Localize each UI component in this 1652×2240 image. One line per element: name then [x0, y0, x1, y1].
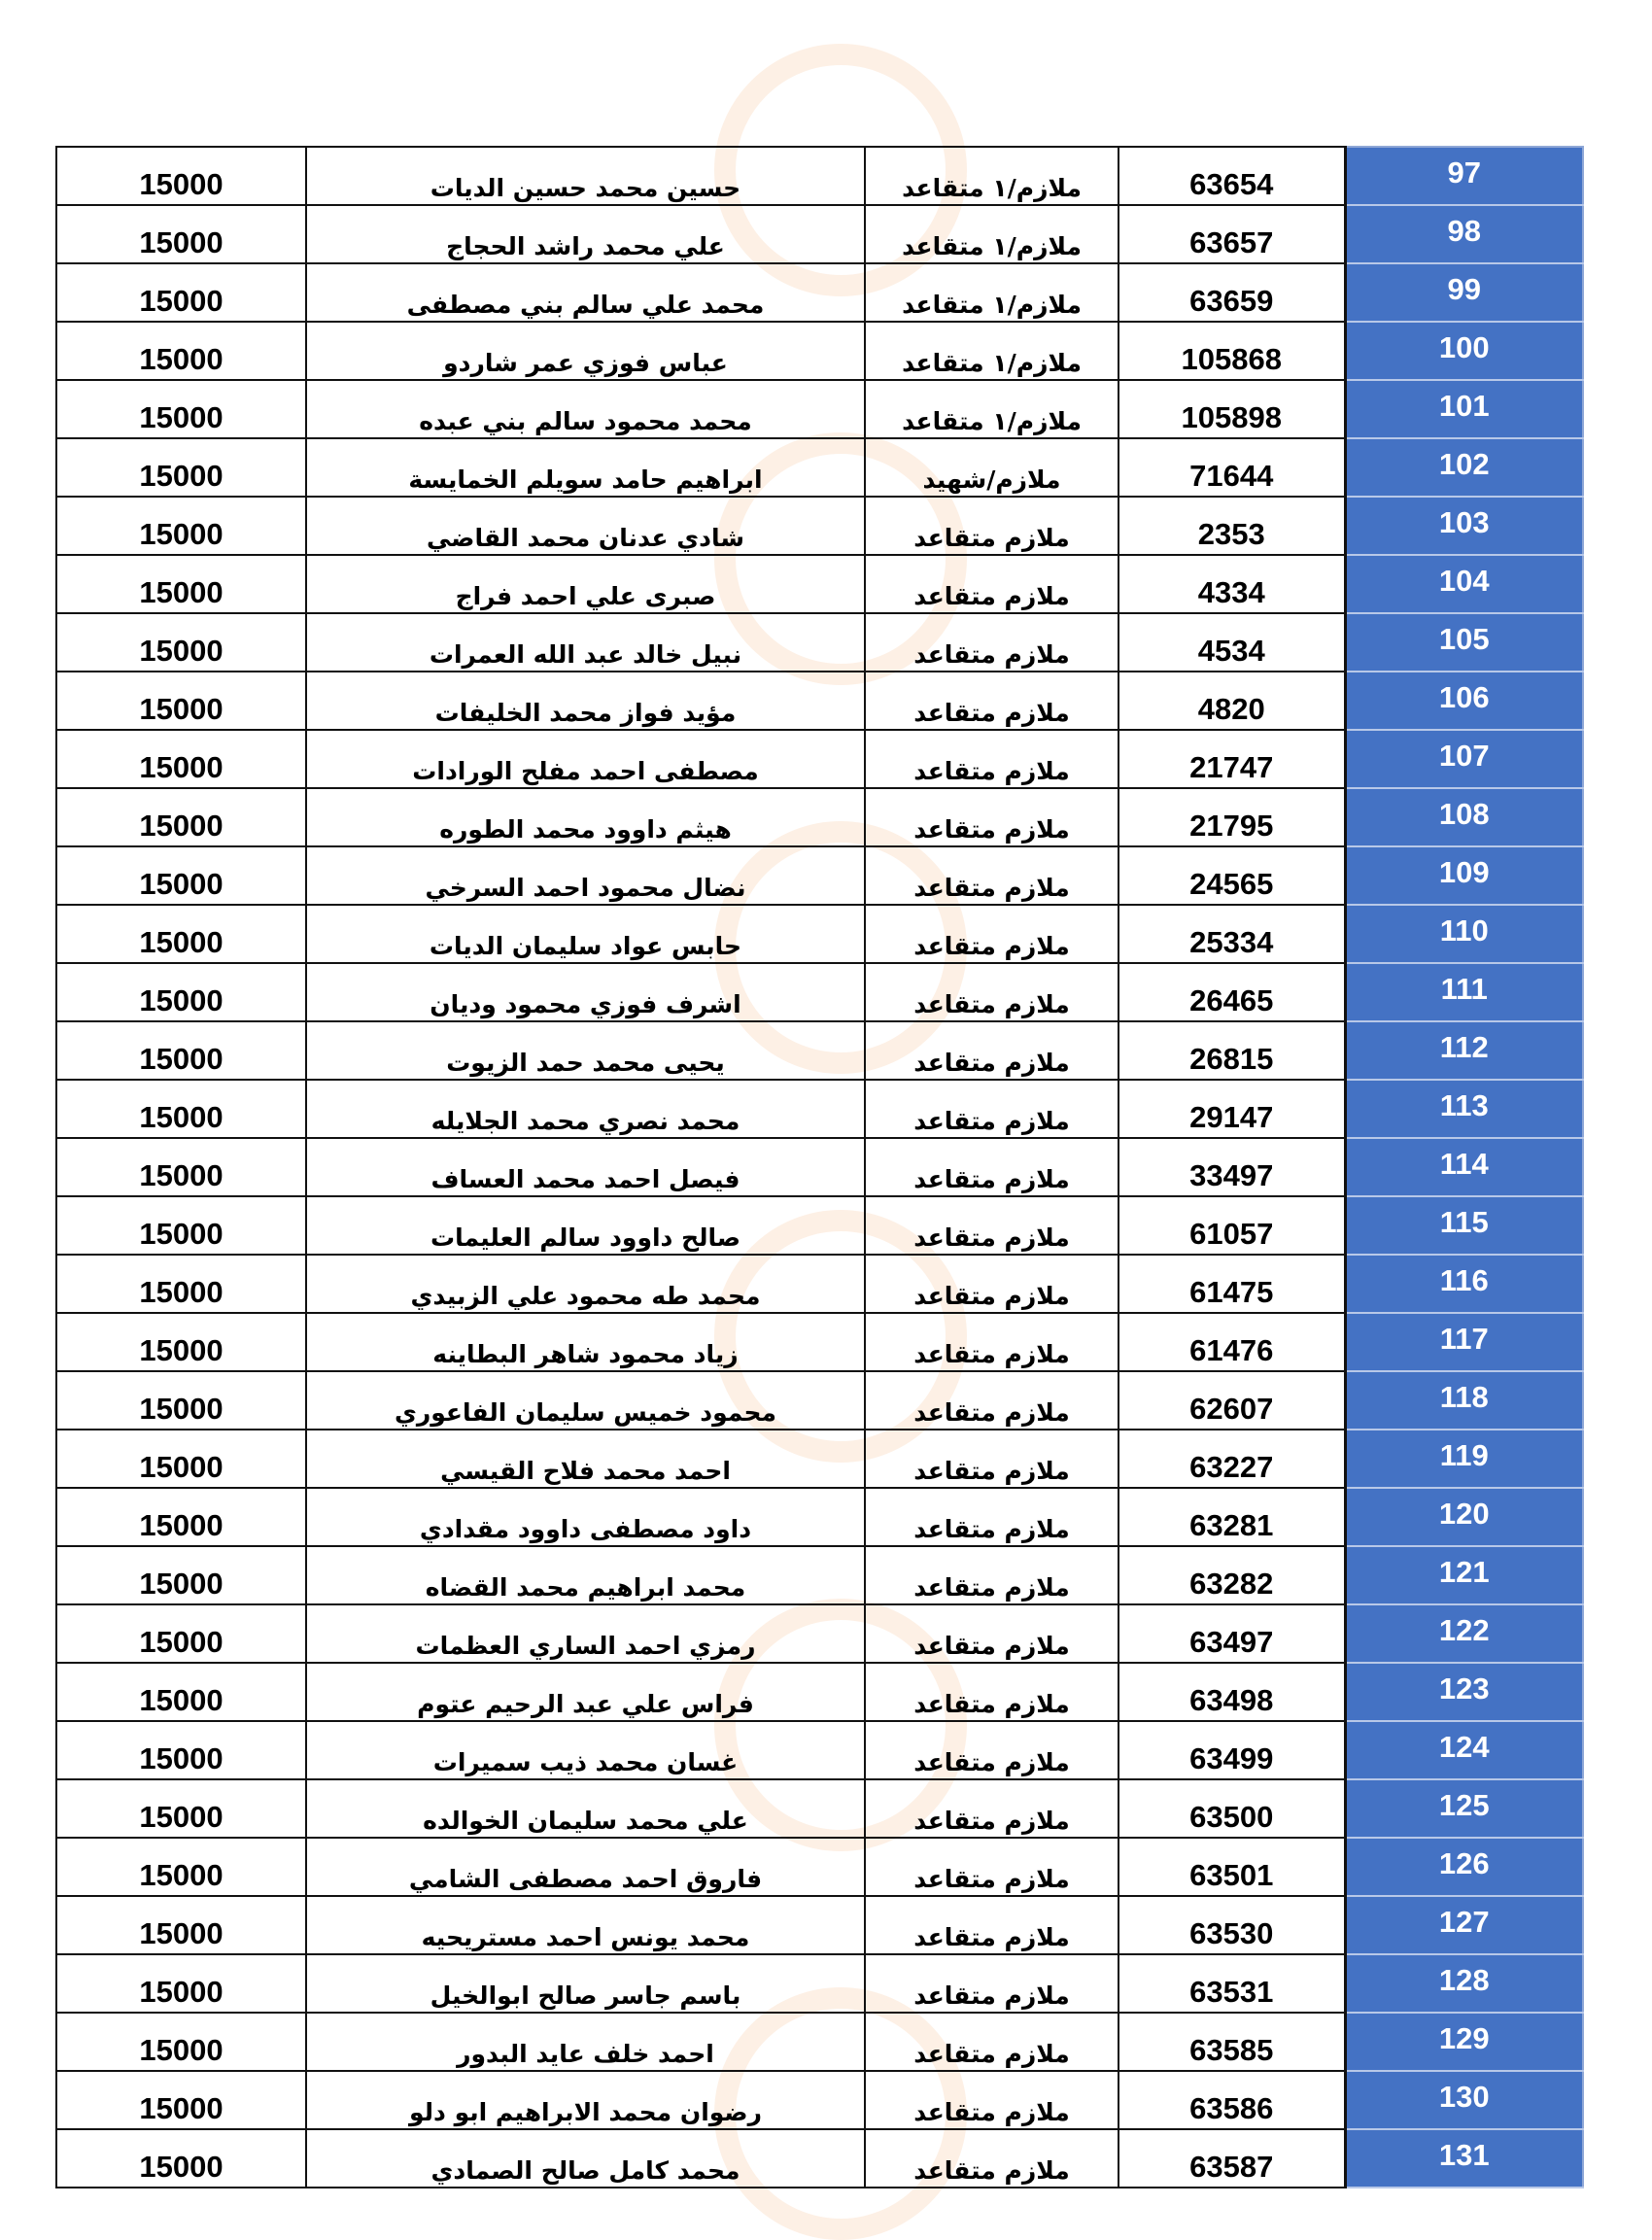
index-cell: 103 [1345, 497, 1583, 555]
rank-cell: ملازم متقاعد [865, 672, 1119, 730]
amount-cell: 15000 [56, 1721, 306, 1779]
name-cell: ابراهيم حامد سويلم الخمايسة [306, 438, 865, 497]
amount-cell: 15000 [56, 2013, 306, 2071]
military-number-cell: 63282 [1119, 1546, 1345, 1604]
rank-cell: ملازم/١ متقاعد [865, 205, 1119, 263]
index-cell: 99 [1345, 263, 1583, 322]
rank-cell: ملازم متقاعد [865, 730, 1119, 788]
index-cell: 124 [1345, 1721, 1583, 1779]
military-number-cell: 63500 [1119, 1779, 1345, 1838]
name-cell: حسين محمد حسين الديات [306, 147, 865, 205]
table-row [56, 1021, 1583, 1080]
rank-cell: ملازم/١ متقاعد [865, 322, 1119, 380]
index-cell: 109 [1345, 846, 1583, 905]
index-cell: 131 [1345, 2129, 1583, 2188]
table-row [56, 613, 1583, 672]
name-cell: محمد ابراهيم محمد القضاه [306, 1546, 865, 1604]
amount-cell: 15000 [56, 497, 306, 555]
index-cell: 100 [1345, 322, 1583, 380]
rank-cell: ملازم متقاعد [865, 1604, 1119, 1663]
rank-cell: ملازم متقاعد [865, 1255, 1119, 1313]
index-cell: 114 [1345, 1138, 1583, 1196]
military-number-cell: 29147 [1119, 1080, 1345, 1138]
table-row [56, 263, 1583, 322]
rank-cell: ملازم متقاعد [865, 1779, 1119, 1838]
index-cell: 120 [1345, 1488, 1583, 1546]
military-number-cell: 63281 [1119, 1488, 1345, 1546]
table-row [56, 672, 1583, 730]
name-cell: يحيى محمد حمد الزيوت [306, 1021, 865, 1080]
rank-cell: ملازم متقاعد [865, 1721, 1119, 1779]
rank-cell: ملازم متقاعد [865, 963, 1119, 1021]
rank-cell: ملازم متقاعد [865, 1546, 1119, 1604]
table-row [56, 905, 1583, 963]
table-row [56, 1604, 1583, 1663]
table-row [56, 1721, 1583, 1779]
index-cell: 129 [1345, 2013, 1583, 2071]
amount-cell: 15000 [56, 1954, 306, 2013]
military-number-cell: 4820 [1119, 672, 1345, 730]
index-cell: 121 [1345, 1546, 1583, 1604]
table-row [56, 147, 1583, 205]
rank-cell: ملازم متقاعد [865, 497, 1119, 555]
name-cell: فيصل احمد محمد العساف [306, 1138, 865, 1196]
index-cell: 116 [1345, 1255, 1583, 1313]
military-number-cell: 21747 [1119, 730, 1345, 788]
table-row [56, 497, 1583, 555]
military-number-cell: 21795 [1119, 788, 1345, 846]
military-number-cell: 4534 [1119, 613, 1345, 672]
rank-cell: ملازم متقاعد [865, 2013, 1119, 2071]
amount-cell: 15000 [56, 2071, 306, 2129]
table-row [56, 1896, 1583, 1954]
amount-cell: 15000 [56, 380, 306, 438]
rank-cell: ملازم/شهيد [865, 438, 1119, 497]
name-cell: فاروق احمد مصطفى الشامي [306, 1838, 865, 1896]
index-cell: 130 [1345, 2071, 1583, 2129]
index-cell: 118 [1345, 1371, 1583, 1430]
name-cell: هيثم داوود محمد الطوره [306, 788, 865, 846]
rank-cell: ملازم متقاعد [865, 1954, 1119, 2013]
amount-cell: 15000 [56, 1255, 306, 1313]
amount-cell: 15000 [56, 1488, 306, 1546]
military-number-cell: 61057 [1119, 1196, 1345, 1255]
table-row [56, 555, 1583, 613]
rank-cell: ملازم متقاعد [865, 905, 1119, 963]
table-row [56, 1779, 1583, 1838]
table-row [56, 438, 1583, 497]
table-row [56, 1546, 1583, 1604]
name-cell: فراس علي عبد الرحيم عتوم [306, 1663, 865, 1721]
amount-cell: 15000 [56, 963, 306, 1021]
military-number-cell: 63497 [1119, 1604, 1345, 1663]
index-cell: 111 [1345, 963, 1583, 1021]
table-row [56, 1080, 1583, 1138]
rank-cell: ملازم متقاعد [865, 1488, 1119, 1546]
payment-table [55, 146, 1584, 2188]
amount-cell: 15000 [56, 1838, 306, 1896]
name-cell: محمد محمود سالم بني عبده [306, 380, 865, 438]
amount-cell: 15000 [56, 1313, 306, 1371]
index-cell: 107 [1345, 730, 1583, 788]
index-cell: 117 [1345, 1313, 1583, 1371]
name-cell: احمد محمد فلاح القيسي [306, 1430, 865, 1488]
rank-cell: ملازم متقاعد [865, 1663, 1119, 1721]
table-row [56, 1954, 1583, 2013]
military-number-cell: 4334 [1119, 555, 1345, 613]
military-number-cell: 63499 [1119, 1721, 1345, 1779]
table-row [56, 1430, 1583, 1488]
rank-cell: ملازم متقاعد [865, 2129, 1119, 2188]
amount-cell: 15000 [56, 905, 306, 963]
military-number-cell: 105898 [1119, 380, 1345, 438]
amount-cell: 15000 [56, 147, 306, 205]
name-cell: محمد يونس احمد مستريحيه [306, 1896, 865, 1954]
index-cell: 112 [1345, 1021, 1583, 1080]
rank-cell: ملازم متقاعد [865, 613, 1119, 672]
military-number-cell: 63586 [1119, 2071, 1345, 2129]
name-cell: محمود خميس سليمان الفاعوري [306, 1371, 865, 1430]
military-number-cell: 26465 [1119, 963, 1345, 1021]
military-number-cell: 63587 [1119, 2129, 1345, 2188]
military-number-cell: 63498 [1119, 1663, 1345, 1721]
name-cell: نبيل خالد عبد الله العمرات [306, 613, 865, 672]
name-cell: صبرى علي احمد فراج [306, 555, 865, 613]
military-number-cell: 71644 [1119, 438, 1345, 497]
rank-cell: ملازم/١ متقاعد [865, 380, 1119, 438]
amount-cell: 15000 [56, 613, 306, 672]
name-cell: محمد كامل صالح الصمادي [306, 2129, 865, 2188]
table-row [56, 1488, 1583, 1546]
military-number-cell: 26815 [1119, 1021, 1345, 1080]
name-cell: مصطفى احمد مفلح الورادات [306, 730, 865, 788]
index-cell: 127 [1345, 1896, 1583, 1954]
name-cell: محمد طه محمود علي الزبيدي [306, 1255, 865, 1313]
index-cell: 115 [1345, 1196, 1583, 1255]
military-number-cell: 63530 [1119, 1896, 1345, 1954]
name-cell: محمد نصري محمد الجلايله [306, 1080, 865, 1138]
military-number-cell: 63501 [1119, 1838, 1345, 1896]
military-number-cell: 63227 [1119, 1430, 1345, 1488]
name-cell: صالح داوود سالم العليمات [306, 1196, 865, 1255]
name-cell: غسان محمد ذيب سميرات [306, 1721, 865, 1779]
name-cell: محمد علي سالم بني مصطفى [306, 263, 865, 322]
amount-cell: 15000 [56, 1430, 306, 1488]
table-row [56, 1371, 1583, 1430]
amount-cell: 15000 [56, 322, 306, 380]
rank-cell: ملازم متقاعد [865, 1430, 1119, 1488]
name-cell: رضوان محمد الابراهيم ابو دلو [306, 2071, 865, 2129]
rank-cell: ملازم/١ متقاعد [865, 147, 1119, 205]
name-cell: عباس فوزي عمر شاردو [306, 322, 865, 380]
index-cell: 123 [1345, 1663, 1583, 1721]
amount-cell: 15000 [56, 1021, 306, 1080]
name-cell: اشرف فوزي محمود وديان [306, 963, 865, 1021]
amount-cell: 15000 [56, 672, 306, 730]
table-row [56, 963, 1583, 1021]
table-row [56, 1255, 1583, 1313]
name-cell: زياد محمود شاهر البطاينه [306, 1313, 865, 1371]
amount-cell: 15000 [56, 1371, 306, 1430]
military-number-cell: 61476 [1119, 1313, 1345, 1371]
amount-cell: 15000 [56, 730, 306, 788]
amount-cell: 15000 [56, 205, 306, 263]
amount-cell: 15000 [56, 1196, 306, 1255]
name-cell: احمد خلف عايد البدور [306, 2013, 865, 2071]
table-row [56, 788, 1583, 846]
index-cell: 102 [1345, 438, 1583, 497]
military-number-cell: 105868 [1119, 322, 1345, 380]
amount-cell: 15000 [56, 1896, 306, 1954]
table-row [56, 2129, 1583, 2188]
name-cell: حابس عواد سليمان الديات [306, 905, 865, 963]
military-number-cell: 63657 [1119, 205, 1345, 263]
military-number-cell: 63585 [1119, 2013, 1345, 2071]
amount-cell: 15000 [56, 846, 306, 905]
table-row [56, 1838, 1583, 1896]
rank-cell: ملازم متقاعد [865, 1196, 1119, 1255]
index-cell: 98 [1345, 205, 1583, 263]
military-number-cell: 2353 [1119, 497, 1345, 555]
index-cell: 125 [1345, 1779, 1583, 1838]
rank-cell: ملازم متقاعد [865, 1371, 1119, 1430]
table-row [56, 2071, 1583, 2129]
name-cell: علي محمد راشد الحجاج [306, 205, 865, 263]
military-number-cell: 25334 [1119, 905, 1345, 963]
amount-cell: 15000 [56, 1779, 306, 1838]
rank-cell: ملازم متقاعد [865, 2071, 1119, 2129]
index-cell: 119 [1345, 1430, 1583, 1488]
rank-cell: ملازم متقاعد [865, 1021, 1119, 1080]
amount-cell: 15000 [56, 1604, 306, 1663]
table-row [56, 1138, 1583, 1196]
amount-cell: 15000 [56, 438, 306, 497]
index-cell: 126 [1345, 1838, 1583, 1896]
name-cell: رمزي احمد الساري العظمات [306, 1604, 865, 1663]
amount-cell: 15000 [56, 555, 306, 613]
military-number-cell: 63659 [1119, 263, 1345, 322]
amount-cell: 15000 [56, 2129, 306, 2188]
table-body [56, 147, 1583, 2188]
index-cell: 122 [1345, 1604, 1583, 1663]
amount-cell: 15000 [56, 1080, 306, 1138]
index-cell: 97 [1345, 147, 1583, 205]
rank-cell: ملازم متقاعد [865, 846, 1119, 905]
amount-cell: 15000 [56, 788, 306, 846]
rank-cell: ملازم متقاعد [865, 555, 1119, 613]
amount-cell: 15000 [56, 1663, 306, 1721]
rank-cell: ملازم متقاعد [865, 1138, 1119, 1196]
name-cell: شادي عدنان محمد القاضي [306, 497, 865, 555]
index-cell: 104 [1345, 555, 1583, 613]
name-cell: مؤيد فواز محمد الخليفات [306, 672, 865, 730]
index-cell: 110 [1345, 905, 1583, 963]
amount-cell: 15000 [56, 263, 306, 322]
name-cell: داود مصطفى داوود مقدادي [306, 1488, 865, 1546]
military-number-cell: 63531 [1119, 1954, 1345, 2013]
name-cell: نضال محمود احمد السرخي [306, 846, 865, 905]
name-cell: باسم جاسر صالح ابوالخيل [306, 1954, 865, 2013]
rank-cell: ملازم متقاعد [865, 1313, 1119, 1371]
military-number-cell: 24565 [1119, 846, 1345, 905]
military-number-cell: 61475 [1119, 1255, 1345, 1313]
military-number-cell: 63654 [1119, 147, 1345, 205]
index-cell: 106 [1345, 672, 1583, 730]
table-row [56, 2013, 1583, 2071]
table-row [56, 322, 1583, 380]
rank-cell: ملازم متقاعد [865, 1080, 1119, 1138]
military-number-cell: 62607 [1119, 1371, 1345, 1430]
table-row [56, 205, 1583, 263]
index-cell: 101 [1345, 380, 1583, 438]
index-cell: 128 [1345, 1954, 1583, 2013]
name-cell: علي محمد سليمان الخوالده [306, 1779, 865, 1838]
rank-cell: ملازم متقاعد [865, 1896, 1119, 1954]
table-row [56, 1196, 1583, 1255]
rank-cell: ملازم متقاعد [865, 788, 1119, 846]
amount-cell: 15000 [56, 1546, 306, 1604]
rank-cell: ملازم/١ متقاعد [865, 263, 1119, 322]
index-cell: 108 [1345, 788, 1583, 846]
index-cell: 113 [1345, 1080, 1583, 1138]
table-row [56, 846, 1583, 905]
amount-cell: 15000 [56, 1138, 306, 1196]
rank-cell: ملازم متقاعد [865, 1838, 1119, 1896]
military-number-cell: 33497 [1119, 1138, 1345, 1196]
table-row [56, 1313, 1583, 1371]
table-row [56, 730, 1583, 788]
table-row [56, 1663, 1583, 1721]
index-cell: 105 [1345, 613, 1583, 672]
table-row [56, 380, 1583, 438]
